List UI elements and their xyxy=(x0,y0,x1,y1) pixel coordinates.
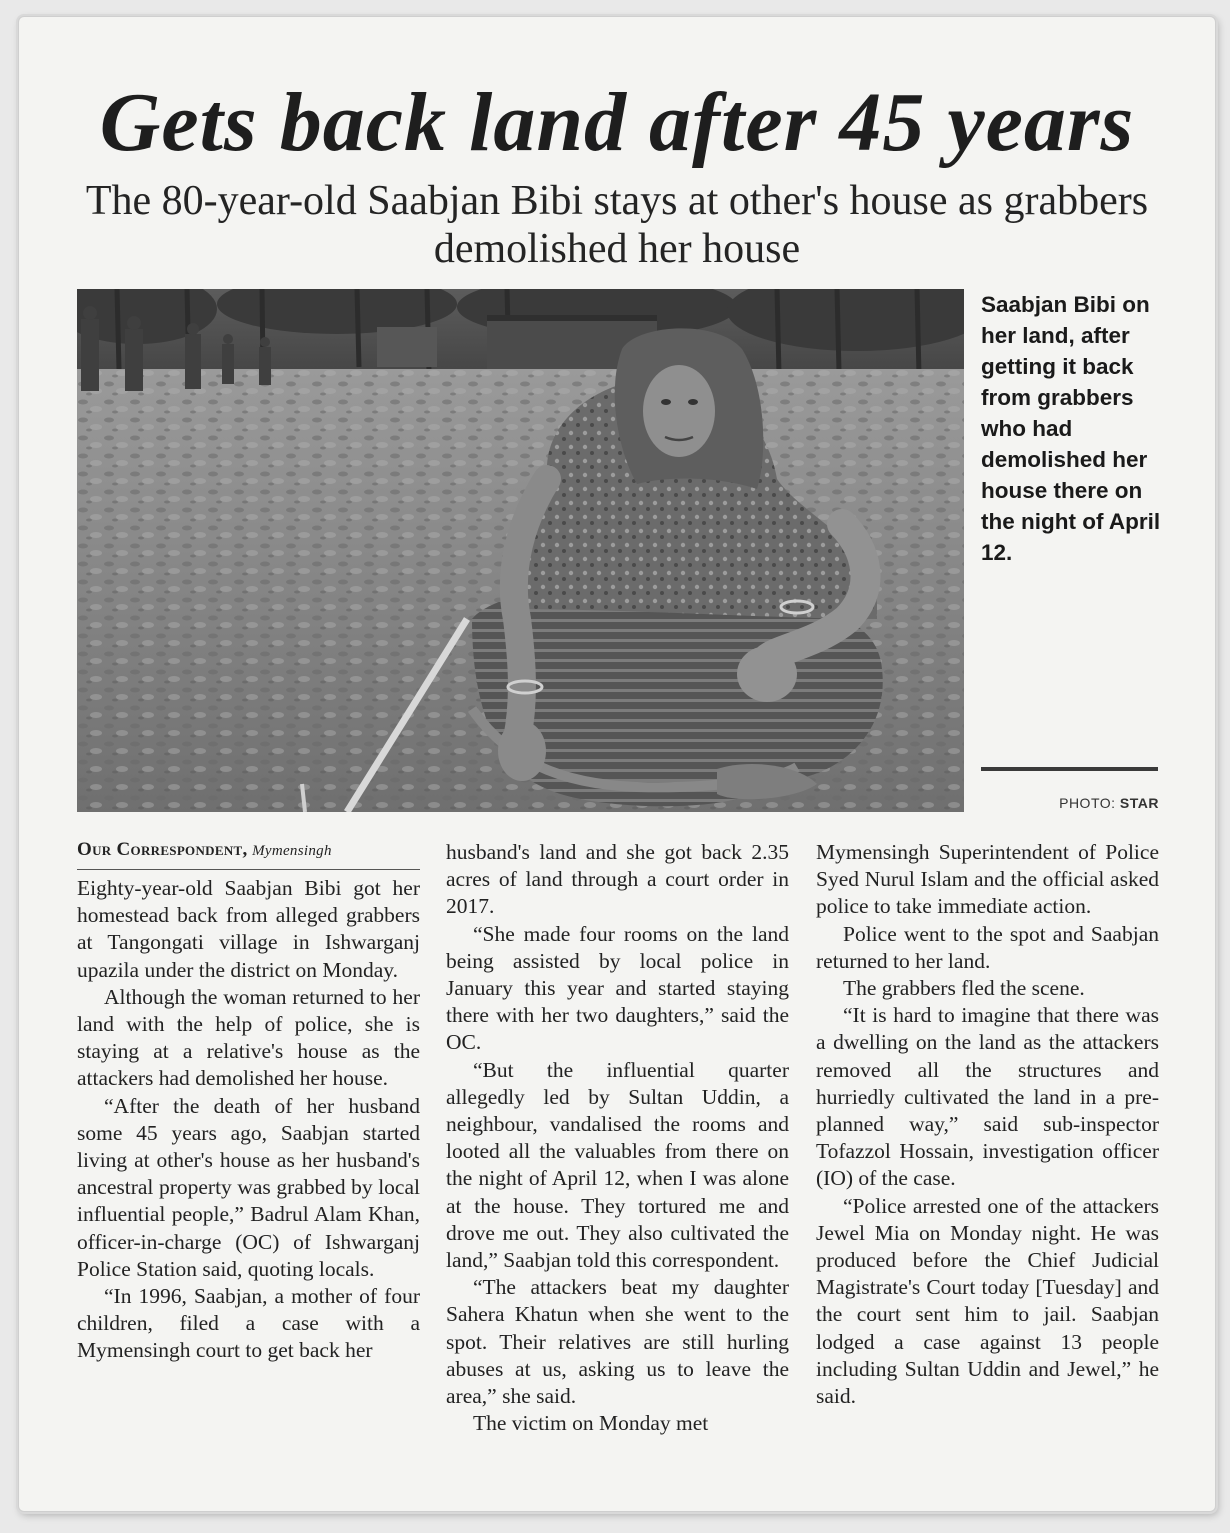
paragraph: Eighty-year-old Saabjan Bibi got her homestead back from alleged grabbers at Tangongati village in Ishwarganj upazila under the district on Monday. xyxy=(77,876,420,982)
photo-illustration xyxy=(77,289,964,812)
headline: Gets back land after 45 years xyxy=(99,76,1135,169)
photo-credit-label: PHOTO: xyxy=(1059,795,1116,811)
article-column-3 xyxy=(816,839,1159,1410)
paragraph: “The attackers beat my daughter Sahera Khatun when she went to the spot. Their relatives are still hurling abuses at us, asking us to leave the area,” she said. xyxy=(446,1275,789,1409)
paragraph: Mymensingh Superintendent of Police Syed Nurul Islam and the official asked police to take immediate action. xyxy=(816,840,1159,919)
paragraph: “In 1996, Saabjan, a mother of four children, filed a case with a Mymensingh court to get back her xyxy=(77,1284,420,1363)
subheadline: The 80-year-old Saabjan Bibi stays at other's house as grabbers demolished her house xyxy=(85,178,1149,272)
paragraph: “It is hard to imagine that there was a dwelling on the land as the attackers removed all the structures and hurriedly cultivated the land in a pre-planned way,” said sub-inspector Tofazzol Hossain, investigation officer (IO) of the case. xyxy=(816,1003,1159,1191)
article-column-1 xyxy=(77,839,420,1365)
paragraph: “She made four rooms on the land being assisted by local police in January this year and started staying there with her two daughters,” said the OC. xyxy=(446,921,789,1055)
paragraph: husband's land and she got back 2.35 acres of land through a court order in 2017. xyxy=(446,840,789,919)
photo-credit-source: STAR xyxy=(1119,795,1159,811)
caption-rule xyxy=(981,767,1158,771)
paragraph: “Police arrested one of the attackers Jewel Mia on Monday night. He was produced before the Chief Judicial Magistrate's Court today [Tuesday] and the court sent him to jail. Saabjan lodged a case against 13 people including Sultan Uddin and Jewel,” he said. xyxy=(816,1193,1159,1409)
paragraph: The grabbers fled the scene. xyxy=(843,976,1085,1001)
article-column-2 xyxy=(446,839,789,1437)
photo-caption: Saabjan Bibi on her land, after getting it back from grabbers who had demolished her house there on the night of April 12. xyxy=(981,292,1161,565)
paragraph: Police went to the spot and Saabjan returned to her land. xyxy=(816,921,1159,973)
byline-author: Our Correspondent, xyxy=(77,839,248,860)
paragraph: The victim on Monday met xyxy=(473,1411,709,1436)
paragraph: “But the influential quarter allegedly led by Sultan Uddin, a neighbour, vandalised the rooms and looted all the valuables from there on the night of April 12, when I was alone at the house. They tortured me and drove me out. They also cultivated the land,” Saabjan told this correspondent. xyxy=(446,1057,789,1273)
newspaper-clipping xyxy=(18,16,1216,1512)
paragraph: “After the death of her husband some 45 years ago, Saabjan started living at other's house as her husband's ancestral property was grabbed by local influential people,” Badrul Alam Khan, officer-in-charge (OC) of Ishwarganj Police Station said, quoting locals. xyxy=(77,1093,420,1281)
byline xyxy=(77,839,420,870)
article-photo xyxy=(77,289,964,812)
paragraph: Although the woman returned to her land with the help of police, she is staying at a relative's house as the attackers had demolished her house. xyxy=(77,984,420,1091)
byline-location: Mymensingh xyxy=(252,843,332,859)
photo-credit xyxy=(981,795,1159,811)
